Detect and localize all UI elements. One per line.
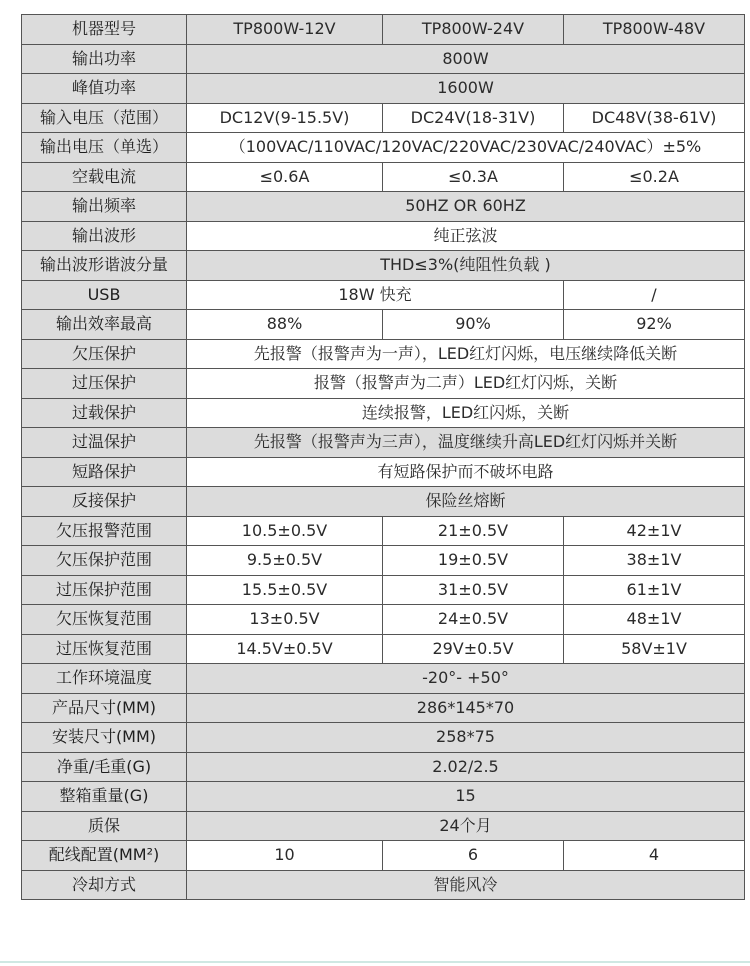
table-row xyxy=(22,487,745,517)
table-row xyxy=(22,575,745,605)
table-cell: 10 xyxy=(187,841,383,871)
table-cell: 10.5±0.5V xyxy=(187,516,383,546)
table-cell: 先报警（报警声为一声），LED红灯闪烁，电压继续降低关断 xyxy=(187,339,745,369)
table-row xyxy=(22,44,745,74)
table-cell: 保险丝熔断 xyxy=(187,487,745,517)
table-row xyxy=(22,221,745,251)
row-label: 过载保护 xyxy=(22,398,187,428)
table-cell: -20°- +50° xyxy=(187,664,745,694)
table-cell: 88% xyxy=(187,310,383,340)
table-row xyxy=(22,664,745,694)
model-24v: TP800W-24V xyxy=(383,15,564,45)
table-cell: ≤0.6A xyxy=(187,162,383,192)
table-cell: 有短路保护而不破坏电路 xyxy=(187,457,745,487)
row-label: 过压保护 xyxy=(22,369,187,399)
row-label: 输入电压（范围） xyxy=(22,103,187,133)
row-label: 过温保护 xyxy=(22,428,187,458)
table-row xyxy=(22,634,745,664)
table-row xyxy=(22,782,745,812)
table-row xyxy=(22,870,745,900)
table-cell: 50HZ OR 60HZ xyxy=(187,192,745,222)
table-row xyxy=(22,133,745,163)
row-label: 输出频率 xyxy=(22,192,187,222)
model-12v: TP800W-12V xyxy=(187,15,383,45)
row-label: 峰值功率 xyxy=(22,74,187,104)
model-48v: TP800W-48V xyxy=(564,15,745,45)
table-row xyxy=(22,516,745,546)
table-cell: ≤0.2A xyxy=(564,162,745,192)
row-label: 安装尺寸(MM) xyxy=(22,723,187,753)
table-cell: 报警（报警声为二声）LED红灯闪烁，关断 xyxy=(187,369,745,399)
table-cell: 纯正弦波 xyxy=(187,221,745,251)
table-cell: 92% xyxy=(564,310,745,340)
table-row xyxy=(22,723,745,753)
table-cell: （100VAC/110VAC/120VAC/220VAC/230VAC/240VAC）±5% xyxy=(187,133,745,163)
bottom-divider xyxy=(0,961,750,963)
table-cell: 61±1V xyxy=(564,575,745,605)
table-cell: DC48V(38-61V) xyxy=(564,103,745,133)
table-cell: DC24V(18-31V) xyxy=(383,103,564,133)
table-header-row xyxy=(22,15,745,45)
table-cell: 31±0.5V xyxy=(383,575,564,605)
table-row xyxy=(22,251,745,281)
table-row xyxy=(22,280,745,310)
row-label: 反接保护 xyxy=(22,487,187,517)
row-label: 输出电压（单选） xyxy=(22,133,187,163)
table-cell: THD≤3%(纯阻性负载 ) xyxy=(187,251,745,281)
spec-table-body xyxy=(22,15,745,900)
table-cell: 6 xyxy=(383,841,564,871)
row-label: 欠压报警范围 xyxy=(22,516,187,546)
table-cell: 800W xyxy=(187,44,745,74)
table-cell: 19±0.5V xyxy=(383,546,564,576)
table-row xyxy=(22,752,745,782)
table-row xyxy=(22,841,745,871)
table-cell: 15 xyxy=(187,782,745,812)
row-label: 净重/毛重(G) xyxy=(22,752,187,782)
table-row xyxy=(22,693,745,723)
row-label: 过压恢复范围 xyxy=(22,634,187,664)
row-label: 冷却方式 xyxy=(22,870,187,900)
table-cell: 90% xyxy=(383,310,564,340)
table-cell: 15.5±0.5V xyxy=(187,575,383,605)
row-label: 欠压恢复范围 xyxy=(22,605,187,635)
table-cell: 58V±1V xyxy=(564,634,745,664)
table-cell: 24±0.5V xyxy=(383,605,564,635)
row-label: 短路保护 xyxy=(22,457,187,487)
table-row xyxy=(22,428,745,458)
table-cell: 48±1V xyxy=(564,605,745,635)
table-row xyxy=(22,74,745,104)
table-row xyxy=(22,310,745,340)
table-cell: 连续报警，LED红闪烁，关断 xyxy=(187,398,745,428)
table-row xyxy=(22,457,745,487)
table-row xyxy=(22,339,745,369)
table-row xyxy=(22,546,745,576)
table-cell: 9.5±0.5V xyxy=(187,546,383,576)
row-label: 输出效率最高 xyxy=(22,310,187,340)
row-label: 欠压保护范围 xyxy=(22,546,187,576)
row-label: USB xyxy=(22,280,187,310)
table-row xyxy=(22,369,745,399)
table-cell: DC12V(9-15.5V) xyxy=(187,103,383,133)
table-cell: 14.5V±0.5V xyxy=(187,634,383,664)
table-cell: 2.02/2.5 xyxy=(187,752,745,782)
table-cell: 42±1V xyxy=(564,516,745,546)
table-row xyxy=(22,811,745,841)
table-row xyxy=(22,103,745,133)
table-cell: 29V±0.5V xyxy=(383,634,564,664)
row-label: 质保 xyxy=(22,811,187,841)
row-label: 欠压保护 xyxy=(22,339,187,369)
row-label: 过压保护范围 xyxy=(22,575,187,605)
table-row xyxy=(22,605,745,635)
row-label: 输出波形谐波分量 xyxy=(22,251,187,281)
table-row xyxy=(22,192,745,222)
table-cell: 4 xyxy=(564,841,745,871)
table-cell: ≤0.3A xyxy=(383,162,564,192)
row-label: 配线配置(MM²) xyxy=(22,841,187,871)
row-label: 空载电流 xyxy=(22,162,187,192)
table-cell: 智能风冷 xyxy=(187,870,745,900)
row-label: 机器型号 xyxy=(22,15,187,45)
table-cell: 先报警（报警声为三声），温度继续升高LED红灯闪烁并关断 xyxy=(187,428,745,458)
spec-table xyxy=(21,14,745,900)
table-cell: / xyxy=(564,280,745,310)
table-row xyxy=(22,398,745,428)
table-cell: 13±0.5V xyxy=(187,605,383,635)
row-label: 工作环境温度 xyxy=(22,664,187,694)
table-cell: 18W 快充 xyxy=(187,280,564,310)
row-label: 输出功率 xyxy=(22,44,187,74)
table-cell: 24个月 xyxy=(187,811,745,841)
table-cell: 286*145*70 xyxy=(187,693,745,723)
row-label: 输出波形 xyxy=(22,221,187,251)
table-cell: 1600W xyxy=(187,74,745,104)
table-cell: 258*75 xyxy=(187,723,745,753)
row-label: 产品尺寸(MM) xyxy=(22,693,187,723)
table-row xyxy=(22,162,745,192)
row-label: 整箱重量(G) xyxy=(22,782,187,812)
table-cell: 38±1V xyxy=(564,546,745,576)
table-cell: 21±0.5V xyxy=(383,516,564,546)
